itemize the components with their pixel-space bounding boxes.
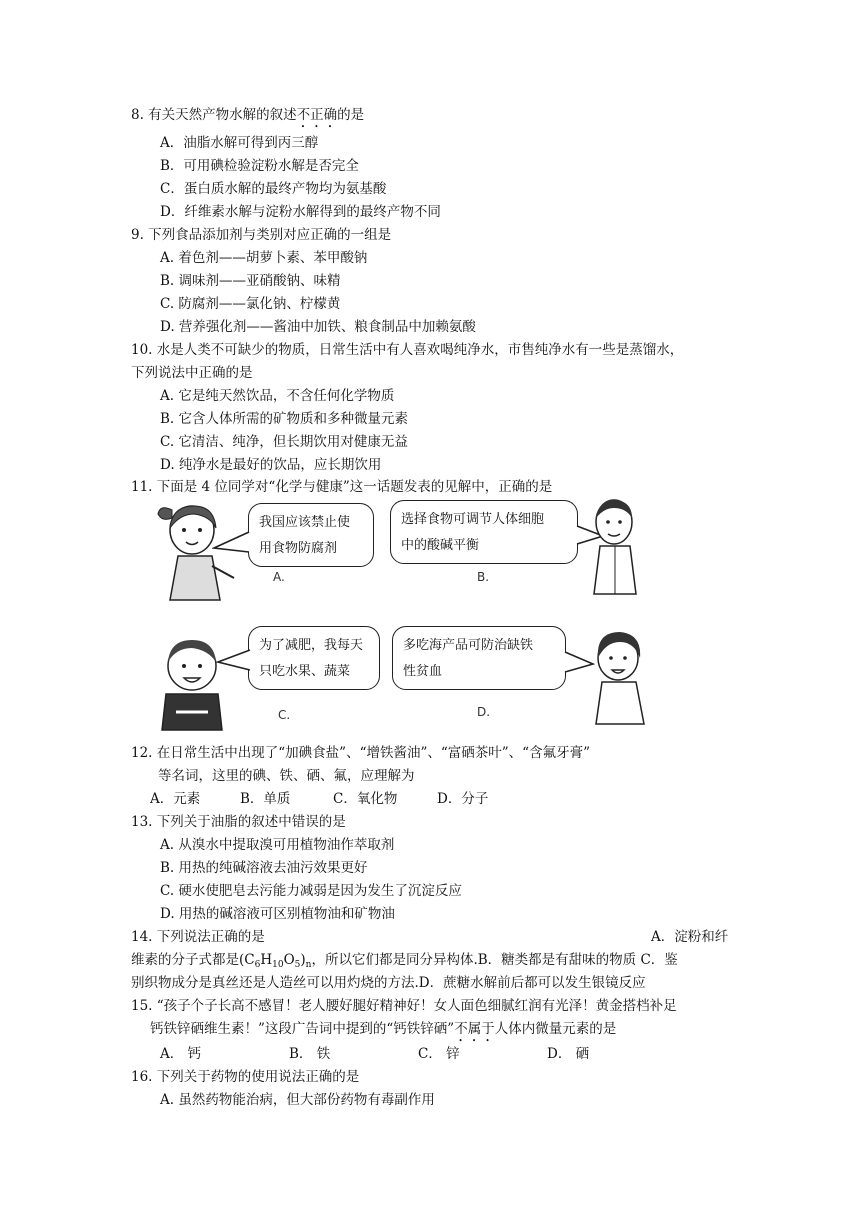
- bubble-c-line1: 为了减肥，我每天: [259, 638, 364, 653]
- q10-option-b: B. 它含人体所需的矿物质和多种微量元素: [160, 411, 409, 427]
- speech-bubble-d: [392, 626, 566, 690]
- q10-option-a: A. 它是纯天然饮品，不含任何化学物质: [160, 388, 395, 404]
- q14-option-a-start: A．淀粉和纤: [651, 929, 729, 945]
- bubble-b-line1: 选择食物可调节人体细胞: [401, 512, 545, 527]
- q8-stem-a: 8. 有关天然产物水解的叙述: [131, 107, 297, 123]
- q14-paren: ): [300, 952, 306, 968]
- q8-stem-b: 的是: [337, 107, 365, 123]
- q13-option-c: C. 硬水使肥皂去污能力减弱是因为发生了沉淀反应: [160, 883, 462, 899]
- q12-stem-line2: 等名词，这里的碘、铁、硒、氟，应理解为: [158, 768, 415, 784]
- q8-option-a: A．油脂水解可得到丙三醇: [160, 135, 319, 151]
- q15-option-d: D． 硒: [547, 1046, 590, 1062]
- bubble-b-letter: B.: [477, 570, 490, 584]
- q12-option-c: C．氧化物: [333, 791, 398, 807]
- q8-option-c: C．蛋白质水解的最终产物均为氨基酸: [160, 181, 387, 197]
- bubble-c-tail: [216, 648, 252, 676]
- q15-option-c: C． 锌: [418, 1046, 460, 1062]
- q12-option-d: D．分子: [437, 791, 489, 807]
- q9-stem: 9. 下列食品添加剂与类别对应正确的一组是: [131, 227, 392, 243]
- q14-line3: 别织物成分是真丝还是人造丝可以用灼烧的方法.D．蔗糖水解前后都可以发生银镜反应: [131, 975, 646, 991]
- q14-line2: [131, 951, 678, 974]
- bubble-b-line2: 中的酸碱平衡: [401, 538, 480, 553]
- q13-option-a: A. 从溴水中提取溴可用植物油作萃取剂: [160, 837, 395, 853]
- q14-line2-a: 维素的分子式都是(C: [131, 952, 255, 968]
- q13-option-b: B. 用热的纯碱溶液去油污效果更好: [160, 860, 368, 876]
- q9-option-b: B. 调味剂——亚硝酸钠、味精: [160, 273, 341, 289]
- q14-sub-10: 10: [272, 960, 284, 970]
- q8-stem-emphasis: 不正确: [296, 107, 338, 123]
- q12-stem-line1: 12. 在日常生活中出现了“加碘食盐”、“增铁酱油”、“富硒茶叶”、“含氟牙膏”: [131, 745, 590, 761]
- girl-figure-d: [586, 628, 656, 728]
- q13-stem: 13. 下列关于油脂的叙述中错误的是: [131, 814, 346, 830]
- q10-option-d: D. 纯净水是最好的饮品，应长期饮用: [160, 457, 382, 473]
- q10-stem-line2: 下列说法中正确的是: [131, 365, 253, 381]
- bubble-a-letter: A.: [273, 570, 285, 584]
- q8-option-d: D．纤维素水解与淀粉水解得到的最终产物不同: [160, 204, 441, 220]
- q15-option-b: B． 铁: [289, 1046, 331, 1062]
- bubble-a-line1: 我国应该禁止使: [259, 515, 351, 530]
- q14-stem: 14. 下列说法正确的是: [131, 929, 265, 945]
- q15-stem-line2-b: 人体内微量元素的是: [494, 1021, 617, 1037]
- q14-sub-n: n: [305, 960, 312, 970]
- q15-stem-line2-a: 钙铁锌硒维生素！”这段广告词中提到的“钙铁锌硒”: [150, 1021, 455, 1037]
- q14-sub-6: 6: [254, 960, 261, 970]
- q9-option-c: C. 防腐剂——氯化钠、柠檬黄: [160, 296, 341, 312]
- bubble-c-line2: 只吃水果、蔬菜: [259, 664, 351, 679]
- boy-figure-b: [586, 496, 646, 596]
- q11-stem: 11. 下面是 4 位同学对“化学与健康”这一话题发表的见解中，正确的是: [131, 479, 553, 495]
- q12-option-b: B．单质: [240, 791, 291, 807]
- q14-sub-5: 5: [294, 960, 301, 970]
- bubble-d-line2: 性贫血: [403, 664, 443, 679]
- bubble-c-letter: C.: [278, 708, 291, 722]
- q14-line2-b: ，所以它们都是同分异构体.B．糖类都是有甜味的物质 C．鉴: [311, 952, 678, 968]
- bubble-d-line1: 多吃海产品可防治缺铁: [403, 638, 534, 653]
- q14-h: H: [260, 952, 273, 968]
- q10-option-c: C. 它清洁、纯净，但长期饮用对健康无益: [160, 434, 408, 450]
- q8-option-b: B．可用碘检验淀粉水解是否完全: [160, 158, 359, 174]
- speech-bubble-c: [248, 626, 380, 690]
- q15-stem-emphasis: 不属于: [454, 1021, 495, 1037]
- q9-option-a: A. 着色剂——胡萝卜素、苯甲酸钠: [160, 250, 368, 266]
- q15-stem-line1: 15. “孩子个子长高不感冒！老人腰好腿好精神好！女人面色细腻红润有光泽！黄金搭档补足: [131, 998, 677, 1014]
- bubble-d-letter: D.: [477, 705, 491, 719]
- q14-o: O: [283, 952, 295, 968]
- speech-bubble-a: [248, 503, 374, 567]
- q15-option-a: A． 钙: [160, 1046, 202, 1062]
- q10-stem-line1: 10. 水是人类不可缺少的物质，日常生活中有人喜欢喝纯净水，市售纯净水有一些是蒸馏水，: [131, 342, 684, 358]
- speech-bubble-b: [390, 500, 578, 564]
- q16-stem: 16. 下列关于药物的使用说法正确的是: [131, 1069, 360, 1085]
- q15-stem-line2: [150, 1020, 616, 1045]
- q9-option-d: D. 营养强化剂——酱油中加铁、粮食制品中加赖氨酸: [160, 319, 476, 335]
- q13-option-d: D. 用热的碱溶液可区别植物油和矿物油: [160, 906, 395, 922]
- q16-option-a: A. 虽然药物能治病，但大部份药物有毒副作用: [160, 1092, 435, 1108]
- bubble-a-tail: [212, 530, 252, 560]
- q12-option-a: A．元素: [150, 791, 201, 807]
- bubble-a-line2: 用食物防腐剂: [259, 541, 338, 556]
- q8-stem: [131, 106, 364, 131]
